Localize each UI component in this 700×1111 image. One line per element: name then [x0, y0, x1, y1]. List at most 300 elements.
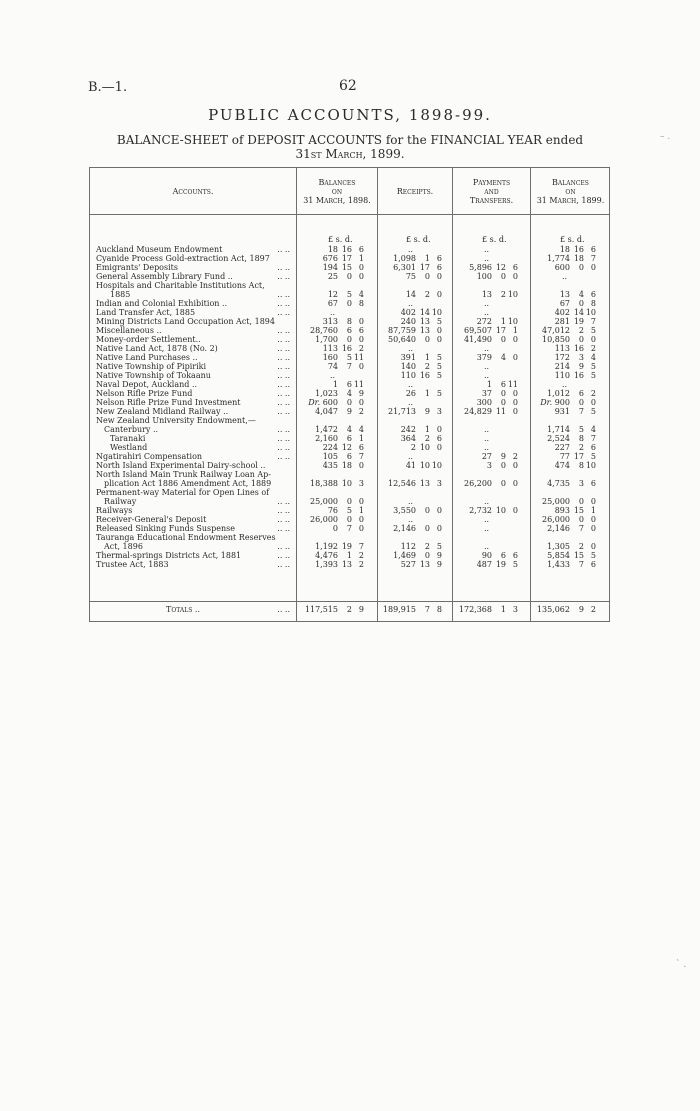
pence: 0	[436, 506, 442, 515]
pence: 4	[590, 425, 596, 434]
pence: 5	[436, 371, 442, 380]
leader-dots: .. ..	[277, 326, 290, 335]
amount-cell	[302, 524, 364, 533]
amount-cell	[380, 506, 442, 515]
amount-cell	[534, 389, 596, 398]
leader-dots: .. ..	[277, 506, 290, 515]
shillings: 0	[424, 335, 430, 344]
header-rule	[90, 214, 609, 215]
leader-dots: .. ..	[277, 425, 290, 434]
pence: 7	[358, 542, 364, 551]
empty-cell: ..	[484, 425, 490, 434]
pence: 0	[590, 524, 596, 533]
shillings: 4	[346, 389, 352, 398]
shillings: 18	[573, 254, 584, 263]
empty-cell: ..	[408, 398, 414, 407]
pounds: 25,000	[310, 497, 338, 506]
pence: 6	[590, 560, 596, 569]
shillings: 0	[500, 389, 506, 398]
pence: 4	[358, 425, 364, 434]
leader-dots: .. ..	[277, 497, 290, 506]
table-row	[90, 461, 609, 470]
account-name: Native Land Act, 1878 (No. 2) .. ..	[96, 344, 290, 353]
shillings: 15	[573, 551, 584, 560]
pence: 0	[590, 497, 596, 506]
shillings: 6	[346, 452, 352, 461]
pence: 4	[590, 353, 596, 362]
pence: 2	[358, 551, 364, 560]
page-number: 62	[339, 78, 357, 94]
pounds: 227	[554, 443, 570, 452]
account-name: General Assembly Library Fund .. .. ..	[96, 272, 290, 281]
table-row	[90, 281, 609, 290]
shillings: 6	[500, 551, 506, 560]
pence: 0	[590, 263, 596, 272]
pounds: 12,546	[388, 479, 416, 488]
pounds: 931	[554, 407, 570, 416]
empty-cell: ..	[408, 497, 414, 506]
pence: 0	[512, 407, 518, 416]
amount-cell	[302, 344, 364, 353]
amount-cell	[456, 551, 518, 560]
amount-cell	[380, 326, 442, 335]
pounds: 75	[405, 272, 416, 281]
table-row	[90, 443, 609, 452]
empty-cell: ..	[562, 380, 568, 389]
amount-cell	[380, 308, 442, 317]
pence: 9	[436, 551, 442, 560]
account-name: Land Transfer Act, 1885 .. ..	[96, 308, 290, 317]
amount-cell	[302, 353, 364, 362]
pounds: 77	[559, 452, 570, 461]
pence: 6	[358, 245, 364, 254]
shillings: 0	[500, 398, 506, 407]
pounds: 272	[476, 317, 492, 326]
pounds: 1	[486, 380, 492, 389]
amount-cell	[534, 299, 596, 308]
leader-dots: .. ..	[277, 551, 290, 560]
pounds: 26	[405, 389, 416, 398]
pence: 11	[353, 380, 364, 389]
account-name: Taranaki .. ..	[110, 434, 290, 443]
shillings: 2	[578, 542, 584, 551]
pence: 7	[358, 452, 364, 461]
shillings: 2	[424, 542, 430, 551]
shillings: 0	[346, 515, 352, 524]
account-name: Receiver-General's Deposit .. ..	[96, 515, 290, 524]
amount-cell	[380, 407, 442, 416]
table-row	[90, 299, 609, 308]
empty-cell: ..	[484, 524, 490, 533]
pence: 1	[590, 506, 596, 515]
pence: 5	[590, 551, 596, 560]
pence: 0	[512, 389, 518, 398]
shillings: 2	[346, 605, 352, 614]
account-name: Railway .. ..	[104, 497, 290, 506]
amount-cell	[534, 317, 596, 326]
pence: 2	[358, 344, 364, 353]
pounds: 1,023	[315, 389, 338, 398]
pounds: 6,301	[393, 263, 416, 272]
shillings: 7	[346, 524, 352, 533]
amount-cell	[456, 506, 518, 515]
amount-cell	[534, 524, 596, 533]
pence: 10	[585, 308, 596, 317]
pounds: 379	[476, 353, 492, 362]
amount-cell	[534, 551, 596, 560]
shillings: 2	[424, 434, 430, 443]
shillings: 0	[578, 299, 584, 308]
account-name: Native Land Purchases .. .. ..	[96, 353, 290, 362]
pounds: 160	[322, 353, 338, 362]
account-name: Ngatirahiri Compensation .. ..	[96, 452, 290, 461]
leader-dots: .. ..	[277, 407, 290, 416]
shillings: 0	[346, 398, 352, 407]
pence: 2	[358, 560, 364, 569]
amount-cell	[534, 407, 596, 416]
shillings: 19	[341, 542, 352, 551]
pounds: 214	[554, 362, 570, 371]
amount-cell	[380, 524, 442, 533]
pounds: 2	[410, 443, 416, 452]
header-receipts: Receipts.	[396, 186, 434, 196]
amount-cell	[534, 335, 596, 344]
unit-header: £ s. d.	[406, 235, 431, 244]
leader-dots: .. ..	[277, 389, 290, 398]
pence: 7	[590, 434, 596, 443]
amount-cell	[302, 317, 364, 326]
amount-cell	[380, 551, 442, 560]
amount-cell	[534, 605, 596, 614]
pence: 3	[512, 605, 518, 614]
pence: 10	[585, 461, 596, 470]
amount-cell	[302, 506, 364, 515]
empty-cell: ..	[484, 542, 490, 551]
amount-cell	[302, 605, 364, 614]
leader-dots: .. ..	[277, 371, 290, 380]
amount-cell	[380, 290, 442, 299]
shillings: 1	[424, 254, 430, 263]
table-row	[90, 335, 609, 344]
pounds: Dr. 900	[540, 398, 570, 407]
shillings: 0	[578, 497, 584, 506]
empty-cell: ..	[484, 308, 490, 317]
shillings: 7	[346, 362, 352, 371]
account-name: New Zealand Midland Railway .. .. ..	[96, 407, 290, 416]
empty-cell: ..	[408, 515, 414, 524]
shillings: 16	[341, 344, 352, 353]
empty-cell: ..	[484, 443, 490, 452]
amount-cell	[302, 551, 364, 560]
header-payments: Payments and Transfers.	[469, 177, 514, 205]
amount-cell	[456, 353, 518, 362]
pounds: 87,759	[388, 326, 416, 335]
amount-cell	[302, 335, 364, 344]
amount-cell	[534, 326, 596, 335]
shillings: 19	[495, 560, 506, 569]
pence: 0	[590, 542, 596, 551]
pence: 0	[358, 272, 364, 281]
pence: 2	[590, 344, 596, 353]
pounds: 0	[332, 524, 338, 533]
shillings: 16	[573, 371, 584, 380]
pence: 11	[353, 353, 364, 362]
pence: 4	[358, 290, 364, 299]
pounds: 1,012	[547, 389, 570, 398]
pence: 5	[436, 317, 442, 326]
pounds: 1,714	[547, 425, 570, 434]
leader-dots: .. ..	[277, 290, 290, 299]
leader-dots: .. ..	[277, 452, 290, 461]
table-row	[90, 452, 609, 461]
shillings: 0	[500, 479, 506, 488]
shillings: 0	[578, 398, 584, 407]
account-name: Thermal-springs Districts Act, 1881 .. ..	[96, 551, 290, 560]
pounds: 21,713	[388, 407, 416, 416]
shillings: 12	[341, 443, 352, 452]
pence: 6	[590, 479, 596, 488]
pounds: 26,000	[542, 515, 570, 524]
shillings: 0	[346, 299, 352, 308]
table-row	[90, 416, 609, 425]
shillings: 4	[500, 353, 506, 362]
shillings: 0	[424, 272, 430, 281]
pounds: 74	[327, 362, 338, 371]
amount-cell	[534, 245, 596, 254]
amount-cell	[534, 506, 596, 515]
table-row	[90, 326, 609, 335]
pence: 3	[436, 479, 442, 488]
pounds: 24,829	[464, 407, 492, 416]
empty-cell: ..	[408, 299, 414, 308]
pounds: 1,305	[547, 542, 570, 551]
table-row	[90, 497, 609, 506]
pence: 0	[358, 398, 364, 407]
table-row	[90, 380, 609, 389]
table-row	[90, 551, 609, 560]
pounds: 25,000	[542, 497, 570, 506]
shillings: 0	[500, 461, 506, 470]
shillings: 1	[346, 551, 352, 560]
pence: 5	[436, 353, 442, 362]
amount-cell	[380, 371, 442, 380]
pence: 0	[512, 272, 518, 281]
account-name: Railways .. ..	[96, 506, 290, 515]
account-name: Indian and Colonial Exhibition .. .. ..	[96, 299, 290, 308]
shillings: 17	[495, 326, 506, 335]
totals-row	[90, 605, 609, 614]
shillings: 2	[424, 362, 430, 371]
amount-cell	[380, 353, 442, 362]
pence: 0	[358, 524, 364, 533]
pence: 6	[436, 254, 442, 263]
shillings: 19	[573, 317, 584, 326]
leader-dots: .. ..	[277, 434, 290, 443]
table-row	[90, 272, 609, 281]
pence: 0	[512, 461, 518, 470]
account-name: Tauranga Educational Endowment Reserves	[96, 533, 276, 542]
amount-cell	[302, 380, 364, 389]
pounds: 2,732	[469, 506, 492, 515]
amount-cell	[302, 299, 364, 308]
pence: 5	[436, 389, 442, 398]
debit-prefix: Dr.	[308, 398, 323, 407]
amount-cell	[302, 272, 364, 281]
amount-cell	[380, 560, 442, 569]
pence: 2	[358, 407, 364, 416]
amount-cell	[456, 407, 518, 416]
pounds: 242	[400, 425, 416, 434]
shillings: 6	[346, 380, 352, 389]
shillings: 11	[495, 407, 506, 416]
pence: 0	[358, 335, 364, 344]
leader-dots: .. ..	[277, 362, 290, 371]
amount-cell	[302, 254, 364, 263]
shillings: 3	[578, 353, 584, 362]
amount-cell	[302, 542, 364, 551]
pounds: 435	[322, 461, 338, 470]
unit-header: £ s. d.	[328, 235, 353, 244]
amount-cell	[534, 443, 596, 452]
pounds: 281	[554, 317, 570, 326]
leader-dots: .. ..	[277, 515, 290, 524]
pence: 6	[512, 551, 518, 560]
page-subtitle	[0, 133, 700, 161]
account-name: Miscellaneous .. .. ..	[96, 326, 290, 335]
amount-cell	[456, 326, 518, 335]
amount-cell	[534, 308, 596, 317]
pounds: 1,469	[393, 551, 416, 560]
shillings: 4	[346, 425, 352, 434]
pounds: 5,854	[547, 551, 570, 560]
pounds: 2,160	[315, 434, 338, 443]
pounds: 14	[405, 290, 416, 299]
pence: 5	[590, 452, 596, 461]
pounds: 50,640	[388, 335, 416, 344]
empty-cell: ..	[484, 371, 490, 380]
pence: 9	[436, 560, 442, 569]
pence: 0	[436, 425, 442, 434]
subtitle-line-2: 31st March, 1899.	[295, 147, 405, 161]
empty-cell: ..	[484, 245, 490, 254]
leader-dots: .. ..	[277, 335, 290, 344]
pounds: 12	[327, 290, 338, 299]
pounds: 893	[554, 506, 570, 515]
shillings: 9	[424, 407, 430, 416]
pence: 0	[512, 398, 518, 407]
shillings: 14	[573, 308, 584, 317]
pounds: 300	[476, 398, 492, 407]
amount-cell	[302, 398, 364, 407]
pence: 6	[436, 434, 442, 443]
pounds: 1,472	[315, 425, 338, 434]
pence: 5	[590, 407, 596, 416]
pounds: 5,896	[469, 263, 492, 272]
pence: 0	[358, 362, 364, 371]
pence: 10	[507, 290, 518, 299]
pence: 11	[507, 380, 518, 389]
shillings: 17	[341, 254, 352, 263]
shillings: 1	[424, 389, 430, 398]
amount-cell	[302, 452, 364, 461]
pounds: 110	[400, 371, 416, 380]
pounds: 172	[554, 353, 570, 362]
shillings: 0	[578, 515, 584, 524]
table-row	[90, 371, 609, 380]
pounds: 240	[400, 317, 416, 326]
empty-cell: ..	[484, 362, 490, 371]
amount-cell	[302, 434, 364, 443]
pence: 7	[590, 317, 596, 326]
account-name: Canterbury .. .. ..	[104, 425, 290, 434]
empty-cell: ..	[330, 371, 336, 380]
shillings: 0	[578, 335, 584, 344]
account-name: Emigrants' Deposits .. ..	[96, 263, 290, 272]
shillings: 7	[578, 407, 584, 416]
pence: 5	[590, 371, 596, 380]
balance-sheet-table	[89, 167, 610, 622]
table-row	[90, 263, 609, 272]
leader-dots: .. ..	[277, 344, 290, 353]
shillings: 4	[578, 290, 584, 299]
table-row	[90, 407, 609, 416]
amount-cell	[302, 479, 364, 488]
shillings: 9	[346, 407, 352, 416]
shillings: 2	[578, 326, 584, 335]
leader-dots: .. ..	[277, 443, 290, 452]
shillings: 1	[500, 605, 506, 614]
table-row	[90, 488, 609, 497]
account-name: Nelson Rifle Prize Fund Investment .. ..	[96, 398, 290, 407]
account-name: Westland .. ..	[110, 443, 290, 452]
table-row	[90, 245, 609, 254]
pence: 8	[358, 299, 364, 308]
amount-cell	[534, 263, 596, 272]
pounds: 1,433	[547, 560, 570, 569]
amount-cell	[380, 443, 442, 452]
shillings: 17	[573, 452, 584, 461]
leader-dots: .. ..	[277, 308, 290, 317]
shillings: 0	[424, 524, 430, 533]
pence: 7	[590, 254, 596, 263]
shillings: 0	[500, 272, 506, 281]
pounds: 27	[481, 452, 492, 461]
amount-cell	[380, 434, 442, 443]
amount-cell	[534, 479, 596, 488]
table-row	[90, 470, 609, 479]
pence: 5	[512, 560, 518, 569]
pence: 0	[512, 335, 518, 344]
pounds: 69,507	[464, 326, 492, 335]
leader-dots: .. ..	[277, 245, 290, 254]
pounds: Dr. 600	[308, 398, 338, 407]
account-name: North Island Experimental Dairy-school ..	[96, 461, 266, 470]
amount-cell	[302, 425, 364, 434]
pounds: 113	[322, 344, 338, 353]
amount-cell	[456, 263, 518, 272]
account-name: Auckland Museum Endowment .. ..	[96, 245, 290, 254]
pounds: 676	[322, 254, 338, 263]
shillings: 8	[346, 317, 352, 326]
account-name: Mining Districts Land Occupation Act, 1894	[96, 317, 275, 326]
pence: 1	[358, 434, 364, 443]
pounds: 41,490	[464, 335, 492, 344]
amount-cell	[302, 443, 364, 452]
shillings: 5	[578, 425, 584, 434]
pence: 6	[590, 245, 596, 254]
amount-cell	[456, 461, 518, 470]
pounds: 313	[322, 317, 338, 326]
